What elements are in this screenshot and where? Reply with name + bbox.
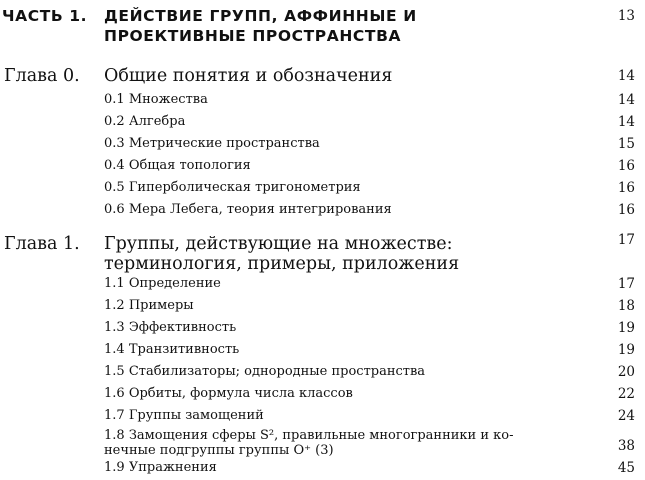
section-page: 17 — [617, 276, 635, 292]
part-label: ЧАСТЬ 1. — [2, 7, 88, 25]
part-title-line: ПРОЕКТИВНЫЕ ПРОСТРАНСТВА — [104, 27, 402, 45]
section-title-line: нечные подгруппы группы O⁺ (3) — [104, 443, 334, 458]
section-number: 1.7 — [104, 408, 125, 423]
part-title-line: ДЕЙСТВИЕ ГРУПП, АФФИННЫЕ И — [104, 7, 417, 25]
section-title: Общая топология — [128, 158, 251, 173]
section-title: Упражнения — [128, 460, 217, 475]
toc-entry — [104, 180, 604, 195]
section-number: 1.2 — [104, 298, 125, 313]
toc-entry — [104, 136, 604, 151]
chapter-page: 17 — [617, 232, 635, 248]
section-title: Замощения сферы S², правильные многогранники и ко- — [128, 428, 514, 443]
toc-entry — [104, 276, 604, 291]
toc-entry — [104, 386, 604, 401]
section-number: 1.3 — [104, 320, 125, 335]
chapter-title — [104, 234, 564, 274]
section-page: 16 — [617, 158, 635, 174]
section-title: Мера Лебега, теория интегрирования — [128, 202, 392, 217]
section-number: 1.4 — [104, 342, 125, 357]
part-title — [104, 6, 564, 46]
section-number: 1.6 — [104, 386, 125, 401]
toc-entry — [104, 92, 604, 107]
toc-entry — [104, 460, 604, 475]
part-page: 13 — [617, 8, 635, 24]
chapter-title — [104, 66, 564, 86]
chapter-page: 14 — [617, 68, 635, 84]
section-title: Множества — [128, 92, 208, 107]
section-page: 18 — [617, 298, 635, 314]
toc-entry — [104, 428, 604, 458]
section-page: 38 — [617, 438, 635, 454]
section-title: Определение — [128, 276, 221, 291]
section-page: 19 — [617, 342, 635, 358]
section-page: 24 — [617, 408, 635, 424]
section-page: 14 — [617, 114, 635, 130]
section-title: Группы замощений — [128, 408, 264, 423]
section-title: Эффективность — [128, 320, 237, 335]
section-title: Метрические пространства — [128, 136, 320, 151]
section-title: Орбиты, формула числа классов — [128, 386, 353, 401]
section-number: 1.9 — [104, 460, 125, 475]
section-page: 15 — [617, 136, 635, 152]
section-number: 0.4 — [104, 158, 125, 173]
section-number: 0.6 — [104, 202, 125, 217]
section-page: 14 — [617, 92, 635, 108]
section-number: 1.8 — [104, 428, 125, 443]
toc-entry — [104, 364, 604, 379]
section-page: 19 — [617, 320, 635, 336]
section-title-line — [104, 428, 604, 443]
chapter-label: Глава 1. — [4, 234, 80, 254]
section-title: Транзитивность — [128, 342, 240, 357]
section-title: Гиперболическая тригонометрия — [128, 180, 361, 195]
section-number: 0.1 — [104, 92, 125, 107]
section-title: Примеры — [128, 298, 194, 313]
toc-entry — [104, 158, 604, 173]
toc-entry — [104, 298, 604, 313]
chapter-label: Глава 0. — [4, 66, 80, 86]
toc-entry — [104, 202, 604, 217]
toc-entry — [104, 320, 604, 335]
section-number: 0.5 — [104, 180, 125, 195]
section-page: 22 — [617, 386, 635, 402]
section-page: 16 — [617, 180, 635, 196]
chapter-title-line: Общие понятия и обозначения — [104, 66, 393, 86]
section-page: 16 — [617, 202, 635, 218]
chapter-title-line: Группы, действующие на множестве: — [104, 234, 453, 254]
section-number: 1.1 — [104, 276, 125, 291]
toc-entry — [104, 114, 604, 129]
section-number: 0.3 — [104, 136, 125, 151]
section-page: 20 — [617, 364, 635, 380]
section-number: 1.5 — [104, 364, 125, 379]
section-title: Алгебра — [128, 114, 186, 129]
toc-entry — [104, 342, 604, 357]
section-number: 0.2 — [104, 114, 125, 129]
section-page: 45 — [617, 460, 635, 476]
section-title: Стабилизаторы; однородные пространства — [128, 364, 426, 379]
toc-entry — [104, 408, 604, 423]
chapter-title-line: терминология, примеры, приложения — [104, 254, 460, 274]
